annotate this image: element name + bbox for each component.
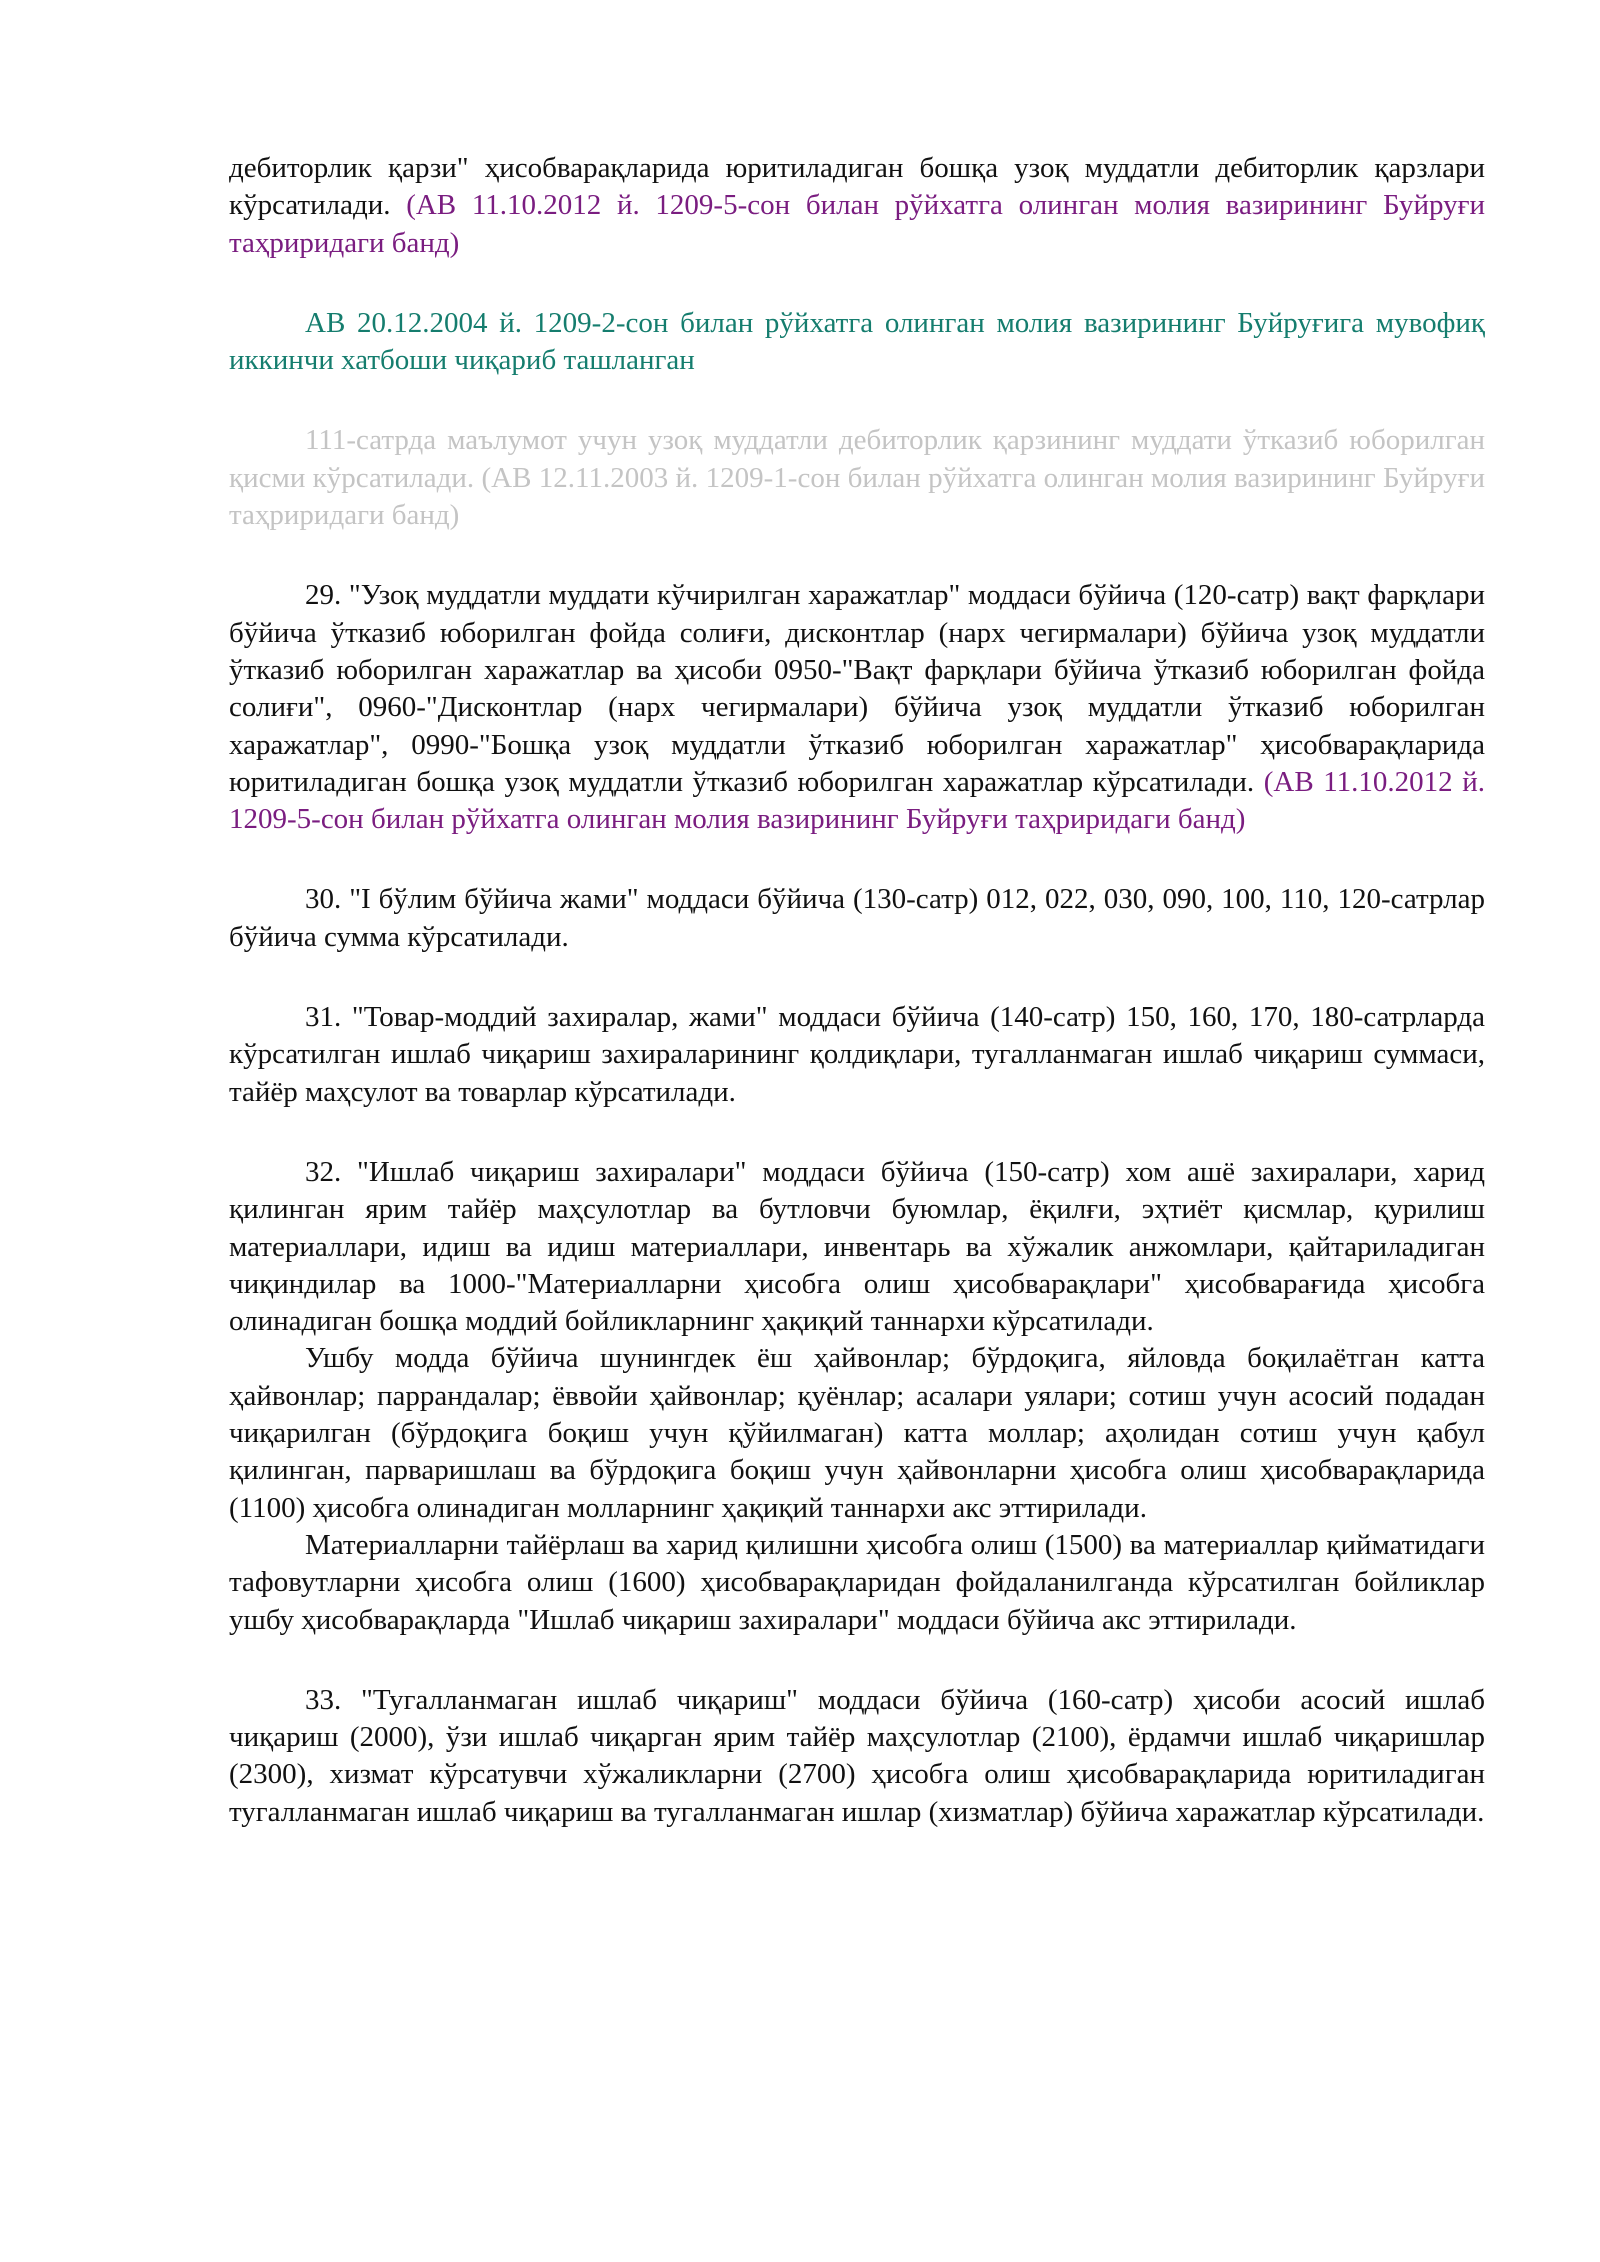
paragraph-text: 111-сатрда маълумот учун узоқ муддатли дебиторлик қарзининг муддати ўтказиб юборилган қисми кўрсатилади. (АВ 12.11.2003 й. 1209-1-сон билан рўйхатга олинган молия вазирининг Буйруғи таҳриридаги банд) — [229, 424, 1485, 532]
paragraph-line-111 — [229, 422, 1485, 534]
paragraph-intro — [229, 150, 1485, 262]
paragraph-text: АВ 20.12.2004 й. 1209-2-сон билан рўйхатга олинган молия вазирининг Буйруғига мувофиқ иккинчи хатбоши чиқариб ташланган — [229, 306, 1485, 377]
paragraph-text: Материалларни тайёрлаш ва харид қилишни ҳисобга олиш (1500) ва материаллар қийматидаги тафовутларни ҳисобга олиш (1600) ҳисобварақларидан фойдаланилганда кўрсатилган бойликлар ушбу ҳисобварақларда "Ишлаб чиқариш захиралари" моддаси бўйича акс эттирилади. — [229, 1528, 1485, 1636]
amendment-note: (АВ 11.10.2012 й. 1209-5-сон билан рўйхатга олинган молия вазирининг Буйруғи таҳриридаги банд) — [229, 765, 1485, 836]
paragraph-32 — [229, 1154, 1485, 1340]
paragraph-32-livestock — [229, 1340, 1485, 1526]
paragraph-text: 29. "Узоқ муддатли муддати кўчирилган харажатлар" моддаси бўйича (120-сатр) вақт фарқлари бўйича ўтказиб юборилган фойда солиғи, дисконтлар (нарх чегирмалари) бўйича узоқ муддатли ўтказиб юборилган харажатлар ва ҳисоби 0950-"Вақт фарқлари бўйича ўтказиб юборилган фойда солиғи", 0960-"Дисконтлар (нарх чегирмалари) бўйича узоқ муддатли ўтказиб юборилган харажатлар", 0990-"Бошқа узоқ муддатли ўтказиб юборилган харажатлар" ҳисобварақларида юритиладиган бошқа узоқ муддатли ўтказиб юборилган харажатлар кўрсатилади. — [229, 579, 1485, 798]
paragraph-33 — [229, 1682, 1485, 1831]
paragraph-31 — [229, 999, 1485, 1111]
paragraph-text: 33. "Тугалланмаган ишлаб чиқариш" моддаси бўйича (160-сатр) ҳисоби асосий ишлаб чиқариш (2000), ўзи ишлаб чиқарган ярим тайёр маҳсулотлар (2100), ёрдамчи ишлаб чиқаришлар (2300), хизмат кўрсатувчи хўжаликларни (2700) ҳисобга олиш ҳисобварақларида юритиладиган тугалланмаган ишлаб чиқариш ва тугалланмаган ишлар (хизматлар) бўйича харажатлар кўрсатилади. — [229, 1683, 1485, 1828]
paragraph-text: Ушбу модда бўйича шунингдек ёш ҳайвонлар; бўрдоқига, яйловда боқилаётган катта ҳайвонлар; паррандалар; ёввойи ҳайвонлар; қуёнлар; асалари уялари; сотиш учун асосий подадан чиқарилган (бўрдоқига боқиш учун қўйилмаган) катта моллар; аҳолидан сотиш учун қабул қилинган, парваришлаш ва бўрдоқига боқиш учун ҳайвонларни ҳисобга олиш ҳисобварақларида (1100) ҳисобга олинадиган молларнинг ҳақиқий таннархи акс эттирилади. — [229, 1342, 1485, 1524]
paragraph-text: 31. "Товар-моддий захиралар, жами" моддаси бўйича (140-сатр) 150, 160, 170, 180-сатрларда кўрсатилган ишлаб чиқариш захираларининг қолдиқлари, тугалланмаган ишлаб чиқариш суммаси, тайёр маҳсулот ва товарлар кўрсатилади. — [229, 1001, 1485, 1108]
paragraph-removed-note — [229, 305, 1485, 380]
paragraph-32-materials — [229, 1527, 1485, 1639]
paragraph-text: дебиторлик қарзи" ҳисобварақларида юритиладиган бошқа узоқ муддатли дебиторлик қарзлари кўрсатилади. — [229, 152, 1485, 222]
paragraph-30 — [229, 881, 1485, 956]
document-page — [229, 150, 1485, 1831]
paragraph-text: 32. "Ишлаб чиқариш захиралари" моддаси бўйича (150-сатр) хом ашё захиралари, харид қилинган ярим тайёр маҳсулотлар ва бутловчи буюмлар, ёқилғи, эҳтиёт қисмлар, қурилиш материаллари, идиш ва идиш материаллари, инвентарь ва хўжалик анжомлари, қайтариладиган чиқиндилар ва 1000-"Материалларни ҳисобга олиш ҳисобварақлари" ҳисобварағида ҳисобга олинадиган бошқа моддий бойликларнинг ҳақиқий таннархи кўрсатилади. — [229, 1155, 1485, 1338]
paragraph-29 — [229, 577, 1485, 838]
amendment-note: (АВ 11.10.2012 й. 1209-5-сон билан рўйхатга олинган молия вазирининг Буйруғи таҳриридаги банд) — [229, 189, 1485, 259]
paragraph-text: 30. "I бўлим бўйича жами" моддаси бўйича (130-сатр) 012, 022, 030, 090, 100, 110, 120-сатрлар бўйича сумма кўрсатилади. — [229, 883, 1485, 953]
